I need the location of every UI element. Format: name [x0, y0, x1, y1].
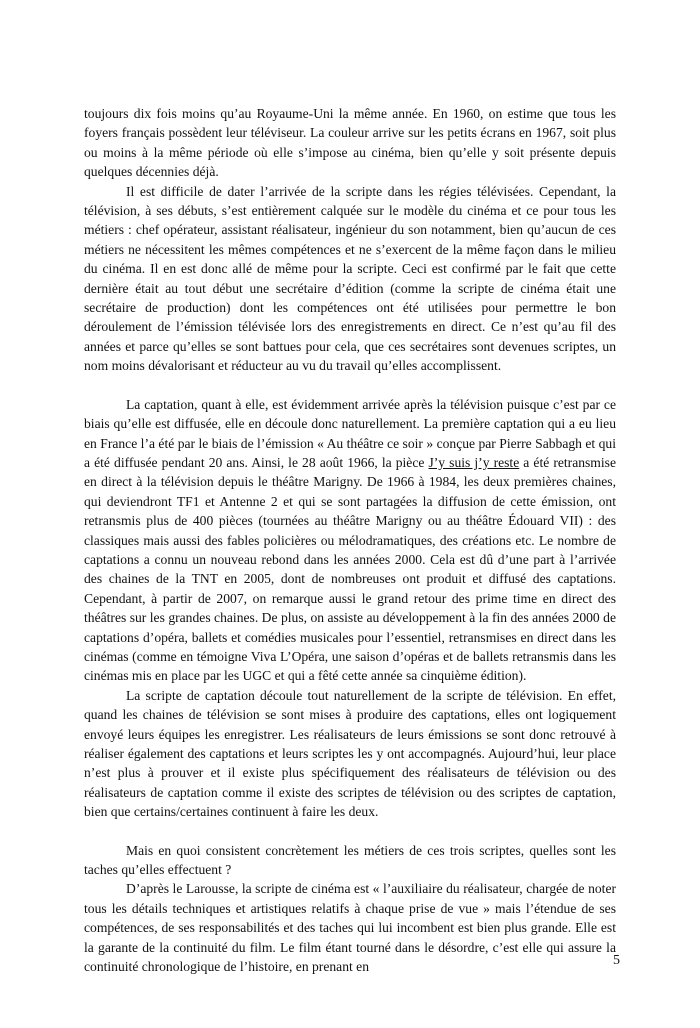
paragraph-3-captation-history — [84, 395, 616, 686]
body-text — [84, 104, 616, 976]
page-number: 5 — [613, 953, 620, 968]
paragraph-5-question: Mais en quoi consistent concrètement les métiers de ces trois scriptes, quelles sont les taches qu’elles effectuent ? — [84, 842, 616, 878]
paragraph-3-text-after: a été retransmise en direct à la télévision depuis le théâtre Marigny. De 1966 à 1984, les deux premières chaines, qui deviendront TF1 et Antenne 2 et qui se sont partagées la diffusion de cette émission, ont retransmis plus de 400 pièces (tournées au théâtre Marigny ou au théâtre Édouard VII) : des classiques mais aussi des fables policières ou mélodramatiques, des créations etc. Le nombre de captations a connu un nouveau rebond dans les années 2000. Cela est dû d’une part à l’arrivée des chaines de la TNT en 2005, dont de nombreuses ont produit et diffusé des captations. Cependant, à partir de 2007, on remarque aussi le grand retour des prime time en direct des théâtres sur les grandes chaines. De plus, on assiste au développement à la fin des années 2000 de captations d’opéra, ballets et comédies musicales pour l’essentiel, retransmises en direct dans les cinémas (comme en témoigne Viva L’Opéra, une saison d’opéras et de ballets retransmis dans les cinémas mis en place par les UGC et qui a fêté cette année sa cinquième édition). — [84, 454, 616, 684]
paragraph-3-text-before: La captation, quant à elle, est évidemment arrivée après la télévision puisque c’est par ce biais qu’elle est diffusée, elle en découle donc naturellement. La première captation qui a eu lieu en France l’a été par le biais de l’émission « Au théâtre ce soir » conçue par Pierre Sabbagh et qui a été diffusée pendant 20 ans. Ainsi, le 28 août 1966, la pièce — [84, 396, 616, 470]
paragraph-2-script-in-tv-control-rooms: Il est difficile de dater l’arrivée de la scripte dans les régies télévisées. Cependant, la télévision, à ses débuts, s’est entièrement calquée sur le modèle du cinéma et ce pour tous les métiers : chef opérateur, assistant réalisateur, ingénieur du son notamment, bien qu’aucun de ces métiers ne nécessitent les mêmes compétences et ne s’exercent de la même façon dans le milieu du cinéma. Il en est donc allé de même pour la scripte. Ceci est confirmé par le fait que cette dernière était au tout début une secrétaire d’édition (comme la scripte de cinéma était une secrétaire de production) dont les compétences ont été utilisées pour permettre le bon déroulement de l’émission télévisée lors des enregistrements en direct. Ce n’est qu’au fil des années et parce qu’elles se sont battues pour cela, que ces secrétaires sont devenues scriptes, un nom moins dévalorisant et réducteur au vu du travail qu’elles accomplissent. — [84, 183, 616, 374]
paragraph-4-captation-script: La scripte de captation découle tout naturellement de la scripte de télévision. En effet, quand les chaines de télévision se sont mises à produire des captations, elles ont logiquement envoyé leurs équipes les enregistrer. Les réalisateurs de leurs émissions se sont donc retrouvé à réaliser également des captations et leurs scriptes les y ont accompagnés. Aujourd’hui, leur place n’est plus à prouver et il existe plus spécifiquement des réalisateurs de télévision ou des réalisateurs de captation comme il existe des scriptes de télévision ou des scriptes de captation, bien que certains/certaines continuent à faire les deux. — [84, 687, 616, 820]
paragraph-6-larousse-definition: D’après le Larousse, la scripte de cinéma est « l’auxiliaire du réalisateur, chargée de noter tous les détails techniques et artistiques relatifs à chaque prise de vue » mais l’étendue de ses compétences, de ses responsabilités et des taches qui lui incombent est bien plus grande. Elle est la garante de la continuité du film. Le film étant tourné dans le désordre, c’est elle qui assure la continuité chronologique de l’histoire, en prenant en — [84, 881, 616, 975]
paragraph-1-continuation: toujours dix fois moins qu’au Royaume-Uni la même année. En 1960, on estime que tous les foyers français possèdent leur téléviseur. La couleur arrive sur les petits écrans en 1967, soit plus ou moins à la même période où elle s’impose au cinéma, bien qu’elle y soit présente depuis quelques décennies déjà. — [84, 106, 616, 180]
play-title-underlined: J’y suis j’y reste — [428, 454, 520, 470]
